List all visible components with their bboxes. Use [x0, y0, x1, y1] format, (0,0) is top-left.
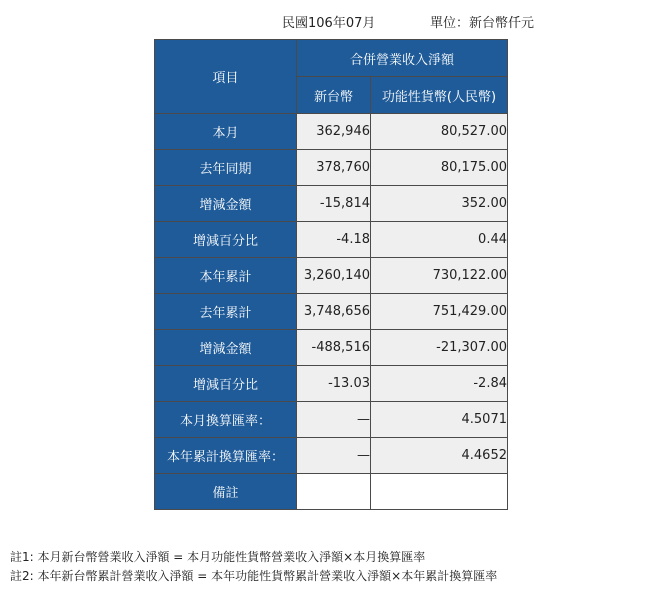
- table-row: [155, 438, 508, 474]
- rmb-value: 80,527.00: [371, 114, 508, 150]
- revenue-table: [154, 39, 508, 510]
- row-label: 去年同期: [155, 150, 297, 186]
- report-header: [0, 12, 660, 32]
- row-label: 本月: [155, 114, 297, 150]
- ntd-value: -15,814: [297, 186, 371, 222]
- rmb-value: -2.84: [371, 366, 508, 402]
- rmb-value: 352.00: [371, 186, 508, 222]
- ntd-value: 3,748,656: [297, 294, 371, 330]
- currency-unit: 單位：新台幣仟元: [430, 16, 535, 31]
- footnotes: [10, 548, 497, 586]
- ntd-value: -4.18: [297, 222, 371, 258]
- ntd-value: 3,260,140: [297, 258, 371, 294]
- ntd-value: 378,760: [297, 150, 371, 186]
- row-label: 增減百分比: [155, 366, 297, 402]
- table-row: [155, 474, 508, 510]
- table-body: [155, 114, 508, 510]
- footnote: 註1: 本月新台幣營業收入淨額 = 本月功能性貨幣營業收入淨額×本月換算匯率: [10, 550, 426, 564]
- table-row: [155, 330, 508, 366]
- row-label: 去年累計: [155, 294, 297, 330]
- table-row: [155, 150, 508, 186]
- table-row: [155, 402, 508, 438]
- table-row: [155, 114, 508, 150]
- ntd-value: -13.03: [297, 366, 371, 402]
- rmb-value: 730,122.00: [371, 258, 508, 294]
- row-label: 本年累計: [155, 258, 297, 294]
- row-label: 備註: [155, 474, 297, 510]
- row-label: 本月換算匯率：: [155, 402, 297, 438]
- group-header: 合併營業收入淨額: [297, 40, 508, 77]
- ntd-value: 362,946: [297, 114, 371, 150]
- rmb-value: [371, 474, 508, 510]
- rmb-value: 4.4652: [371, 438, 508, 474]
- row-label: 本年累計換算匯率：: [155, 438, 297, 474]
- table-row: [155, 186, 508, 222]
- ntd-column-header: 新台幣: [297, 77, 371, 114]
- table-row: [155, 222, 508, 258]
- rmb-value: -21,307.00: [371, 330, 508, 366]
- rmb-value: 4.5071: [371, 402, 508, 438]
- rmb-value: 80,175.00: [371, 150, 508, 186]
- row-label: 增減百分比: [155, 222, 297, 258]
- rmb-value: 751,429.00: [371, 294, 508, 330]
- ntd-value: —: [297, 438, 371, 474]
- ntd-value: —: [297, 402, 371, 438]
- rmb-column-header: 功能性貨幣(人民幣): [371, 77, 508, 114]
- ntd-value: [297, 474, 371, 510]
- table-row: [155, 366, 508, 402]
- table-row: [155, 258, 508, 294]
- row-label: 增減金額: [155, 186, 297, 222]
- row-label: 增減金額: [155, 330, 297, 366]
- report-period: 民國106年07月: [282, 16, 376, 31]
- ntd-value: -488,516: [297, 330, 371, 366]
- table-row: [155, 294, 508, 330]
- rmb-value: 0.44: [371, 222, 508, 258]
- item-header: 項目: [155, 40, 297, 114]
- table-header-row: [155, 40, 508, 77]
- footnote: 註2: 本年新台幣累計營業收入淨額 = 本年功能性貨幣累計營業收入淨額×本年累計換算匯率: [10, 569, 498, 583]
